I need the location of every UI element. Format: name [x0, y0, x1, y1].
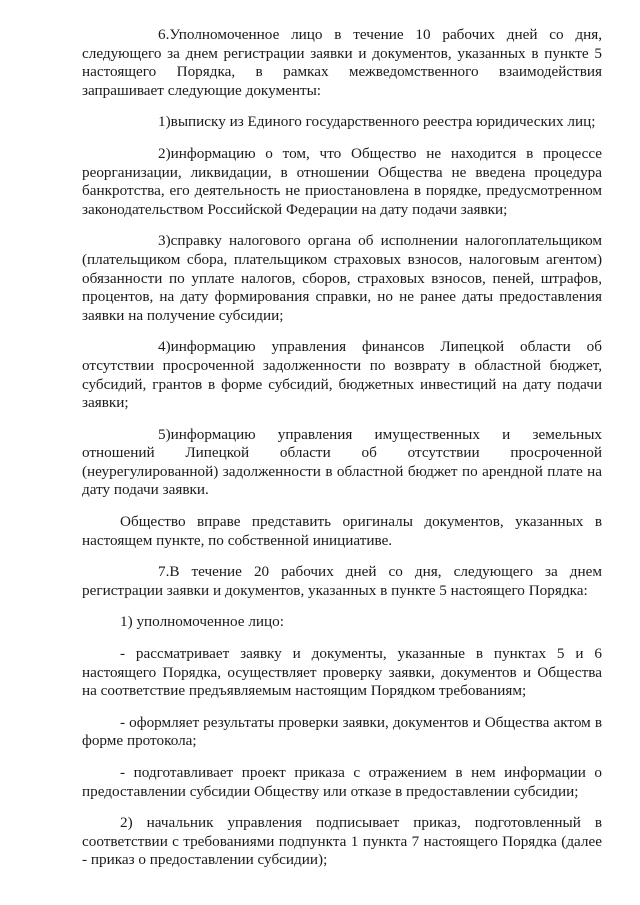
subitem-2 — [82, 814, 602, 870]
dash-item-draft-order — [82, 764, 602, 801]
paragraph-6 — [82, 26, 602, 100]
list-item-number: 5) — [158, 425, 171, 443]
paragraph-text: Общество вправе представить оригиналы документов, указанных в настоящем пункте, по собственной инициативе. — [82, 513, 602, 549]
list-item-number: 4) — [158, 338, 171, 356]
paragraph-text: - рассматривает заявку и документы, указанные в пунктах 5 и 6 настоящего Порядка, осуществляет проверку заявки, документов и Общества на соответствие предъявляемым настоящим Порядком требованиям; — [82, 645, 602, 700]
paragraph-originals — [82, 513, 602, 550]
list-item-text: справку налогового органа об исполнении налогоплательщиком (плательщиком сбора, плательщиком страховых взносов, налоговым агентом) обязанности по уплате налогов, сборов, страховых взносов, пеней, штрафов, процентов, на дату формирования справки, но не ранее даты предоставления заявки на получение субсидии; — [82, 232, 602, 324]
list-item-4 — [82, 338, 602, 412]
paragraph-number: 6. — [158, 26, 170, 43]
list-item-text: информацию управления имущественных и земельных отношений Липецкой области об отсутствии просроченной (неурегулированной) задолженности в областной бюджет по арендной плате на дату подачи заявки. — [82, 425, 602, 499]
paragraph-text: 2) начальник управления подписывает приказ, подготовленный в соответствии с требованиями подпункта 1 пункта 7 настоящего Порядка (далее - приказ о предоставлении субсидии); — [82, 814, 602, 869]
list-item-number: 3) — [158, 232, 171, 250]
paragraph-7 — [82, 563, 602, 600]
list-item-5 — [82, 426, 602, 500]
list-item-number: 2) — [158, 144, 171, 162]
dash-item-review — [82, 645, 602, 701]
dash-item-protocol — [82, 714, 602, 751]
subitem-1 — [82, 613, 602, 632]
paragraph-text: 1) уполномоченное лицо: — [120, 613, 284, 631]
list-item-1 — [82, 113, 602, 132]
paragraph-text: В течение 20 рабочих дней со дня, следующего за днем регистрации заявки и документов, указанных в пункте 5 настоящего Порядка: — [82, 563, 602, 599]
list-item-2 — [82, 145, 602, 219]
list-item-text: информацию о том, что Общество не находится в процессе реорганизации, ликвидации, в отношении Общества не введена процедура банкротства, его деятельность не приостановлена в порядке, предусмотренном законодательством Российской Федерации на дату подачи заявки; — [82, 144, 602, 218]
paragraph-text: - подготавливает проект приказа с отражением в нем информации о предоставлении субсидии Обществу или отказе в предоставлении субсидии; — [82, 764, 602, 800]
paragraph-text: Уполномоченное лицо в течение 10 рабочих дней со дня, следующего за днем регистрации заявки и документов, указанных в пункте 5 настоящего Порядка, в рамках межведомственного взаимодействия запрашивает следующие документы: — [82, 26, 602, 99]
list-item-3 — [82, 232, 602, 325]
list-item-text: выписку из Единого государственного реестра юридических лиц; — [170, 113, 596, 131]
paragraph-number: 7. — [158, 563, 170, 581]
list-item-text: информацию управления финансов Липецкой области об отсутствии просроченной задолженности по возврату в областной бюджет, субсидий, грантов в форме субсидий, бюджетных инвестиций на дату подачи заявки; — [82, 338, 602, 412]
list-item-number: 1) — [158, 113, 171, 131]
paragraph-text: - оформляет результаты проверки заявки, документов и Общества актом в форме протокола; — [82, 713, 602, 750]
